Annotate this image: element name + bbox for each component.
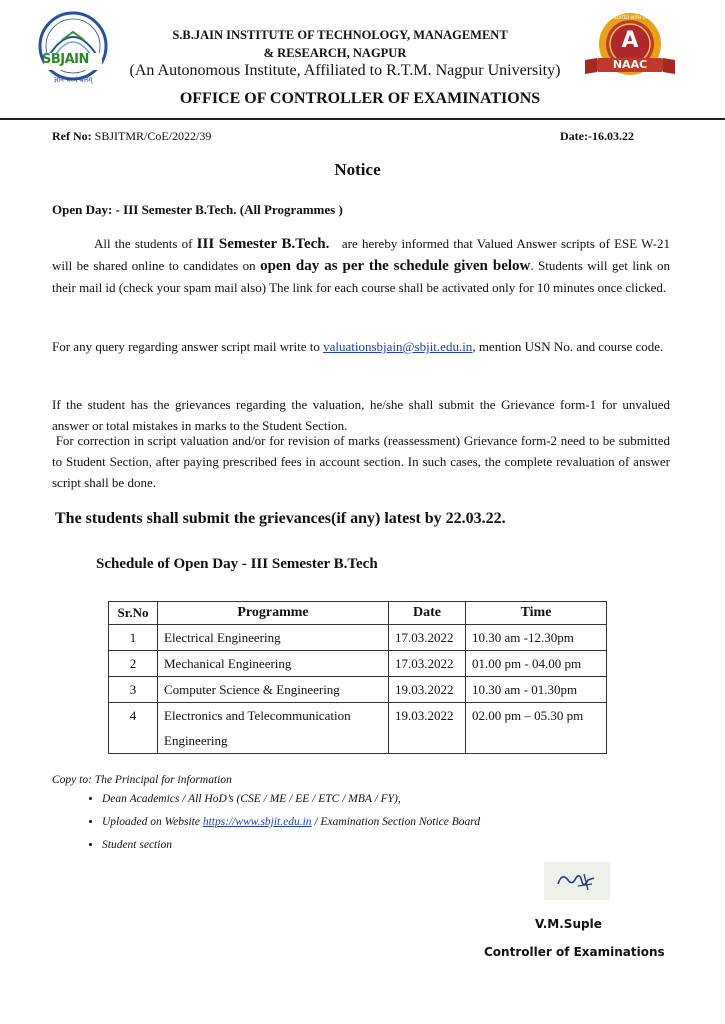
cell-srno: 3 [109, 677, 158, 703]
office-title: OFFICE OF CONTROLLER OF EXAMINATIONS [179, 90, 541, 107]
intro-semester: III Semester B.Tech. [196, 236, 330, 252]
paragraph-grievance-2 [52, 430, 670, 493]
notice-date [560, 129, 634, 144]
intro-part-c: are hereby informed that Valued Answer scripts of ESE W-21 will be shared online to candidates on [52, 236, 671, 273]
query-part-a: For any query regarding answer script mail write to [52, 339, 324, 354]
naac-logo [583, 10, 677, 86]
date-value: 16.03.22 [591, 129, 634, 143]
paragraph-query [52, 336, 670, 357]
table-row [109, 703, 607, 754]
schedule-table [108, 601, 607, 754]
cell-time: 02.00 pm – 05.30 pm [466, 703, 607, 754]
schedule-title: Schedule of Open Day - III Semester B.Tech [96, 556, 378, 572]
copy-item-text: Dean Academics / All HoD’s (CSE / ME / EE / ETC / MBA / FY), [102, 793, 401, 805]
signature-image [544, 862, 610, 900]
naac-grade: A [621, 28, 639, 53]
paragraph-grievance-1: If the student has the grievances regarding the valuation, he/she shall submit the Grievance form-1 for unvalued answer or total mistakes in marks to the Student Section. [52, 397, 670, 433]
ref-value: SBJITMR/CoE/2022/39 [94, 129, 212, 143]
copy-to-list [48, 788, 480, 857]
list-item [102, 788, 480, 811]
header-divider [0, 118, 725, 120]
cell-srno: 4 [109, 703, 158, 754]
grievance-deadline: The students shall submit the grievances(if any) latest by 22.03.22. [55, 510, 506, 527]
query-part-b: , mention USN No. and course code. [472, 339, 664, 354]
logo-wordmark: SBJAIN [42, 52, 89, 67]
cell-srno: 2 [109, 651, 158, 677]
paragraph-intro [52, 233, 670, 298]
copy-item-text: Student section [102, 839, 172, 851]
query-email-link[interactable]: valuationsbjain@sbjit.edu.in [323, 339, 473, 354]
cell-date: 17.03.2022 [389, 625, 466, 651]
cell-programme: Computer Science & Engineering [158, 677, 389, 703]
cell-programme: Electrical Engineering [158, 625, 389, 651]
copy-item-post: / Examination Section Notice Board [311, 816, 481, 828]
intro-part-a: All the students of [94, 236, 197, 251]
cell-srno: 1 [109, 625, 158, 651]
table-row [109, 625, 607, 651]
institute-name [110, 26, 570, 62]
institute-logo [36, 10, 110, 94]
header-time: Time [466, 602, 607, 625]
ref-label: Ref No: [52, 129, 92, 143]
website-link[interactable]: https://www.sbjit.edu.in [202, 816, 312, 828]
cell-time: 10.30 am -12.30pm [466, 625, 607, 651]
cell-programme: Mechanical Engineering [158, 651, 389, 677]
header-srno: Sr.No [109, 602, 158, 625]
intro-open-day: open day as per the schedule given below [260, 258, 531, 274]
institute-name-line2: & RESEARCH, NAGPUR [263, 46, 407, 60]
cell-time: 01.00 pm - 04.00 pm [466, 651, 607, 677]
reference-number [52, 129, 211, 144]
intro-part-e: . Students will get link on their mail id (check your spam mail also) The link for each course shall be activated only for 10 minutes once clicked. [52, 258, 670, 295]
copy-item-pre: Uploaded on Website [102, 816, 203, 828]
signatory-name: V.M.Suple [535, 917, 602, 931]
list-item [102, 811, 480, 834]
naac-ring-text: ACCREDITED WITH GRADE [603, 15, 657, 20]
table-header-row [109, 602, 607, 625]
affiliation: (An Autonomous Institute, Affiliated to R.T.M. Nagpur University) [129, 62, 561, 79]
grievance-2-text: For correction in script valuation and/or for revision of marks (reassessment) Grievance form-2 need to be submitted to Student Section, after paying prescribed fees in account section. In such cases, the complete revaluation of answer script shall be done. [52, 433, 670, 490]
notice-title: Notice [334, 160, 381, 179]
table-row [109, 677, 607, 703]
cell-programme: Electronics and Telecommunication Engineering [158, 703, 389, 754]
header-programme: Programme [158, 602, 389, 625]
signatory-title: Controller of Examinations [484, 945, 665, 959]
institute-name-line1: S.B.JAIN INSTITUTE OF TECHNOLOGY, MANAGEMENT [172, 28, 508, 42]
cell-date: 19.03.2022 [389, 703, 466, 754]
cell-date: 19.03.2022 [389, 677, 466, 703]
cell-date: 17.03.2022 [389, 651, 466, 677]
list-item [102, 834, 480, 857]
header-date: Date [389, 602, 466, 625]
copy-to-label: Copy to: The Principal for information [52, 774, 232, 786]
naac-label: NAAC [612, 58, 648, 71]
notice-subject: Open Day: - III Semester B.Tech. (All Programmes ) [52, 202, 343, 217]
table-row [109, 651, 607, 677]
cell-time: 10.30 am - 01.30pm [466, 677, 607, 703]
date-label: Date:- [560, 129, 592, 143]
logo-tagline: ज्ञानं परमं बलम् [53, 76, 93, 84]
